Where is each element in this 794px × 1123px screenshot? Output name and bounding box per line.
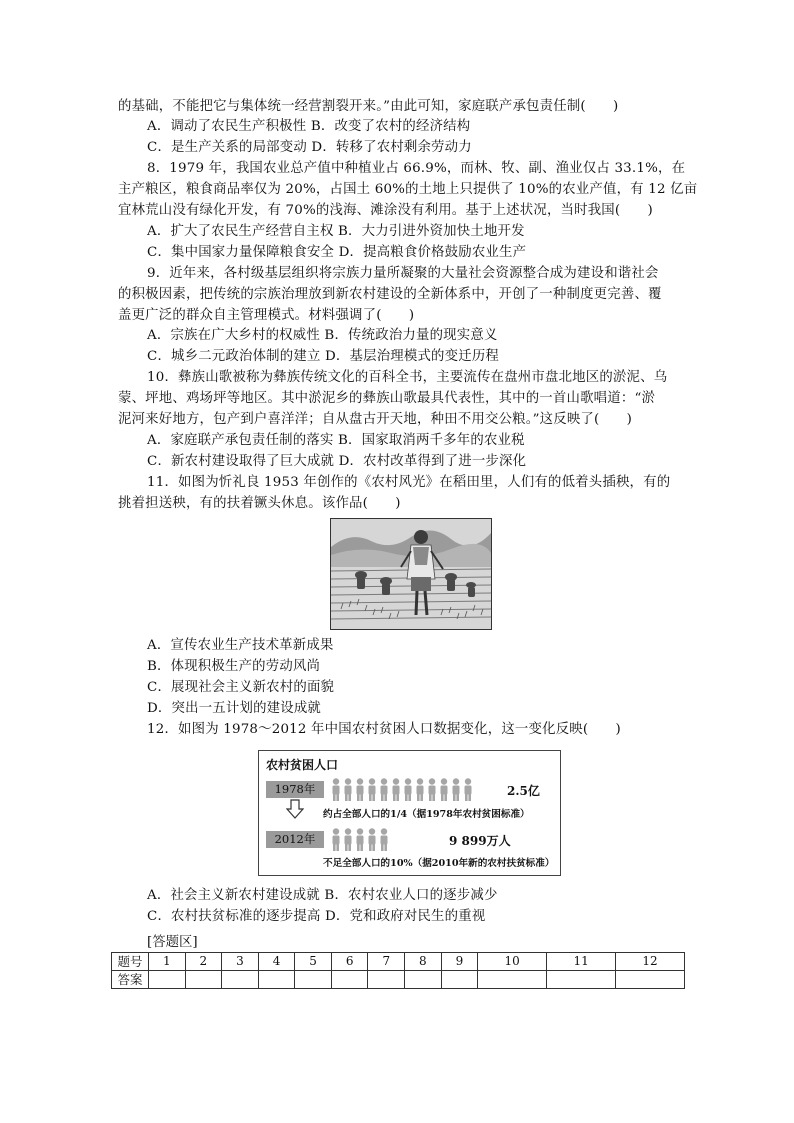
answer-cell[interactable] [405,971,442,989]
answer-cell[interactable] [616,971,685,989]
answer-table [111,952,685,989]
q11-option-b: B．体现积极生产的劳动风尚 [147,659,321,674]
answer-cell[interactable] [368,971,405,989]
painting-illustration [331,519,491,629]
answer-cell[interactable] [185,971,222,989]
question-number-cell: 5 [295,953,332,971]
q11-stem-line: 11．如图为忻礼良 1953 年创作的《农村风光》在稻田里，人们有的低着头插秧，有的 [147,475,671,490]
question-number-cell: 11 [547,953,616,971]
question-number-cell: 2 [185,953,222,971]
answer-cell[interactable] [441,971,478,989]
q10-stem-line: 10．彝族山歌被称为彝族传统文化的百科全书，主要流传在盘州市盘北地区的淤泥、乌 [147,370,668,385]
answer-cell[interactable] [295,971,332,989]
note-1978: 约占全部人口的1/4（据1978年农村贫困标准） [323,809,530,820]
q9-option-row: C．城乡二元政治体制的建立 D．基层治理模式的变迁历程 [147,349,500,364]
q7-option-row: C．是生产关系的局部变动 D．转移了农村剩余劳动力 [147,140,472,155]
question-number-cell: 12 [616,953,685,971]
question-number-cell: 1 [149,953,186,971]
q8-stem-line: 主产粮区，粮食商品率仅为 20%，占国土 60%的土地上只提供了 10%的农业产值，有 12 亿亩 [118,182,698,197]
q7-stem-tail: 的基础，不能把它与集体统一经营割裂开来。”由此可知，家庭联产承包责任制( ) [118,99,619,114]
q10-stem-line: 泥河来好地方，包产到户喜洋洋；自从盘古开天地，种田不用交公粮。”这反映了( ) [118,412,633,427]
q10-stem-line: 蒙、坪地、鸡场坪等地区。其中淤泥乡的彝族山歌最具代表性，其中的一首山歌唱道：“淤 [118,391,656,406]
question-number-cell: 7 [368,953,405,971]
answer-cell[interactable] [258,971,295,989]
question-number-cell: 8 [405,953,442,971]
answer-table-answer-row [112,971,685,989]
people-icons-1978 [331,778,501,802]
q7-option-row: A．调动了农民生产积极性 B．改变了农村的经济结构 [147,119,471,134]
q8-option-row: C．集中国家力量保障粮食安全 D．提高粮食价格鼓励农业生产 [147,245,527,260]
infographic-title: 农村贫困人口 [266,758,339,772]
value-2012: 9 899万人 [449,834,511,848]
answer-cell[interactable] [547,971,616,989]
question-number-cell: 3 [222,953,259,971]
row-header-number: 题号 [112,953,149,971]
q11-option-d: D．突出一五计划的建设成就 [147,701,322,716]
answer-cell[interactable] [478,971,547,989]
q11-option-c: C．展现社会主义新农村的面貌 [147,680,335,695]
q10-option-row: A．家庭联产承包责任制的落实 B．国家取消两千多年的农业税 [147,433,525,448]
answer-cell[interactable] [149,971,186,989]
q8-option-row: A．扩大了农民生产经营自主权 B．大力引进外资加快土地开发 [147,224,525,239]
answer-cell[interactable] [331,971,368,989]
question-number-cell: 6 [331,953,368,971]
people-icons-2012 [331,828,461,852]
q11-stem-line: 挑着担送秧，有的扶着镢头休息。该作品( ) [118,496,401,511]
arrow-down-icon [286,799,304,819]
q12-option-row: A．社会主义新农村建设成就 B．农村农业人口的逐步减少 [147,888,498,903]
answer-area-label: [答题区] [147,935,198,950]
q9-option-row: A．宗族在广大乡村的权威性 B．传统政治力量的现实意义 [147,328,498,343]
q11-option-a: A．宣传农业生产技术革新成果 [147,638,334,653]
q9-stem-line: 盖更广泛的群众自主管理模式。材料强调了( ) [118,308,415,323]
answer-table-number-row [112,953,685,971]
q9-stem-line: 的积极因素，把传统的宗族治理放到新农村建设的全新体系中，开创了一种制度更完善、覆 [118,287,662,302]
q10-option-row: C．新农村建设取得了巨大成就 D．农村改革得到了进一步深化 [147,454,527,469]
q8-stem-line: 宜林荒山没有绿化开发，有 70%的浅海、滩涂没有利用。基于上述状况，当时我国( ) [118,203,653,218]
note-2012: 不足全部人口的10%（据2010年新的农村扶贫标准） [323,858,555,869]
q9-stem-line: 9．近年来，各村级基层组织将宗族力量所凝聚的大量社会资源整合成为建设和谐社会 [147,266,659,281]
question-number-cell: 10 [478,953,547,971]
question-number-cell: 9 [441,953,478,971]
answer-cell[interactable] [222,971,259,989]
row-header-answer: 答案 [112,971,149,989]
year-1978-label: 1978年 [266,781,324,798]
q12-stem-line: 12．如图为 1978～2012 年中国农村贫困人口数据变化，这一变化反映( ) [147,722,621,737]
rural-scenery-painting [330,518,492,630]
q12-option-row: C．农村扶贫标准的逐步提高 D．党和政府对民生的重视 [147,909,486,924]
value-1978: 2.5亿 [507,784,540,798]
q8-stem-line: 8．1979 年，我国农业总产值中种植业占 66.9%，而林、牧、副、渔业仅占 33.1%，在 [147,161,686,176]
question-number-cell: 4 [258,953,295,971]
rural-poverty-infographic [258,750,561,876]
year-2012-label: 2012年 [266,831,324,848]
